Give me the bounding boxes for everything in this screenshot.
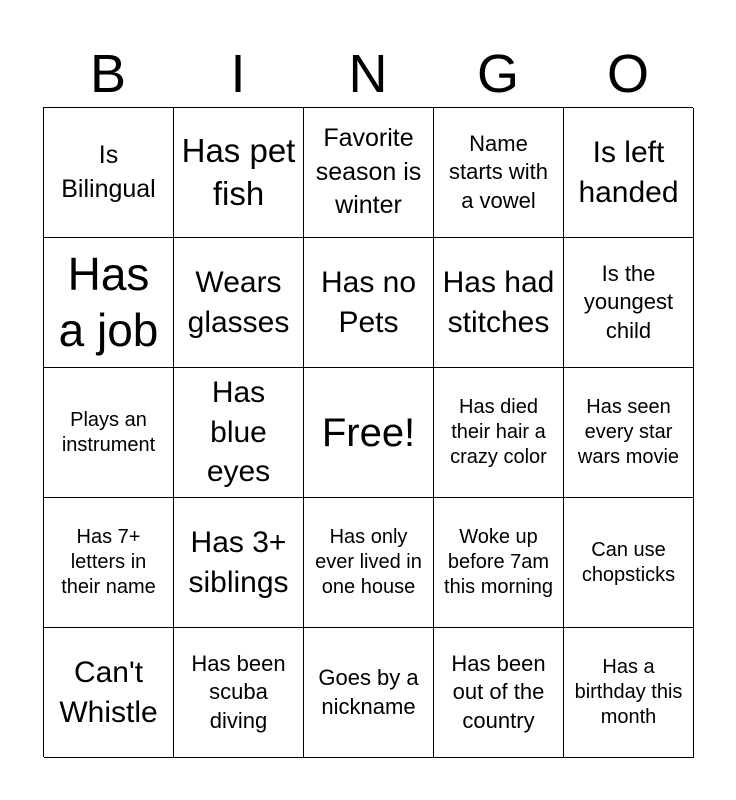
bingo-cell[interactable] [564, 628, 694, 758]
bingo-header [43, 40, 693, 108]
cell-label: Can't Whistle [59, 655, 158, 729]
bingo-cell free-space[interactable] [304, 368, 434, 498]
cell-label: Has been out of the country [451, 650, 546, 733]
bingo-cell[interactable] [174, 628, 304, 758]
cell-label: Has no Pets [320, 265, 417, 339]
cell-label: Woke up before 7am this morning [444, 526, 553, 598]
header-letter-o: O [606, 44, 649, 104]
bingo-cell[interactable] [434, 368, 564, 498]
bingo-cell[interactable] [174, 498, 304, 628]
header-letter-b: B [89, 44, 127, 104]
header-letter-n: N [348, 44, 388, 104]
bingo-cell[interactable] [44, 238, 174, 368]
bingo-cell[interactable] [44, 108, 174, 238]
cell-label: Wears glasses [187, 265, 290, 339]
cell-label: Name starts with a vowel [448, 130, 549, 213]
bingo-cell[interactable] [434, 498, 564, 628]
cell-label: Has 3+ siblings [188, 525, 289, 599]
bingo-cell[interactable] [44, 498, 174, 628]
bingo-board [43, 107, 693, 757]
bingo-cell[interactable] [174, 108, 304, 238]
cell-label: Is left handed [578, 135, 679, 209]
bingo-cell[interactable] [304, 498, 434, 628]
cell-label: Has pet fish [181, 131, 296, 212]
cell-label: Has a job [58, 248, 159, 356]
bingo-cell[interactable] [304, 108, 434, 238]
bingo-cell[interactable] [44, 368, 174, 498]
bingo-cell[interactable] [304, 628, 434, 758]
cell-label: Has blue eyes [206, 376, 271, 489]
header-letter-g: G [476, 44, 519, 104]
cell-label: Goes by a nickname [318, 664, 419, 719]
cell-label: Is Bilingual [61, 140, 156, 203]
bingo-cell[interactable] [304, 238, 434, 368]
cell-label: Can use chopsticks [581, 538, 676, 586]
cell-label: Has had stitches [442, 265, 555, 339]
bingo-cell[interactable] [174, 238, 304, 368]
cell-label: Has seen every star wars movie [577, 396, 680, 468]
bingo-cell[interactable] [564, 368, 694, 498]
bingo-cell[interactable] [44, 628, 174, 758]
cell-label: Has only ever lived in one house [315, 526, 422, 598]
cell-label: Has been scuba diving [191, 650, 286, 733]
bingo-cell[interactable] [434, 108, 564, 238]
cell-label: Has 7+ letters in their name [61, 526, 156, 598]
bingo-cell[interactable] [174, 368, 304, 498]
cell-label: Plays an instrument [61, 408, 156, 456]
bingo-cell[interactable] [434, 238, 564, 368]
header-letter-i: I [230, 44, 246, 104]
cell-label: Has a birthday this month [574, 656, 683, 728]
cell-label: Has died their hair a crazy color [450, 396, 547, 468]
cell-label: Favorite season is winter [315, 123, 422, 220]
cell-label: Is the youngest child [583, 260, 674, 343]
bingo-cell[interactable] [434, 628, 564, 758]
bingo-cell[interactable] [564, 238, 694, 368]
bingo-cell[interactable] [564, 498, 694, 628]
bingo-cell[interactable] [564, 108, 694, 238]
free-space-label: Free! [321, 410, 416, 455]
